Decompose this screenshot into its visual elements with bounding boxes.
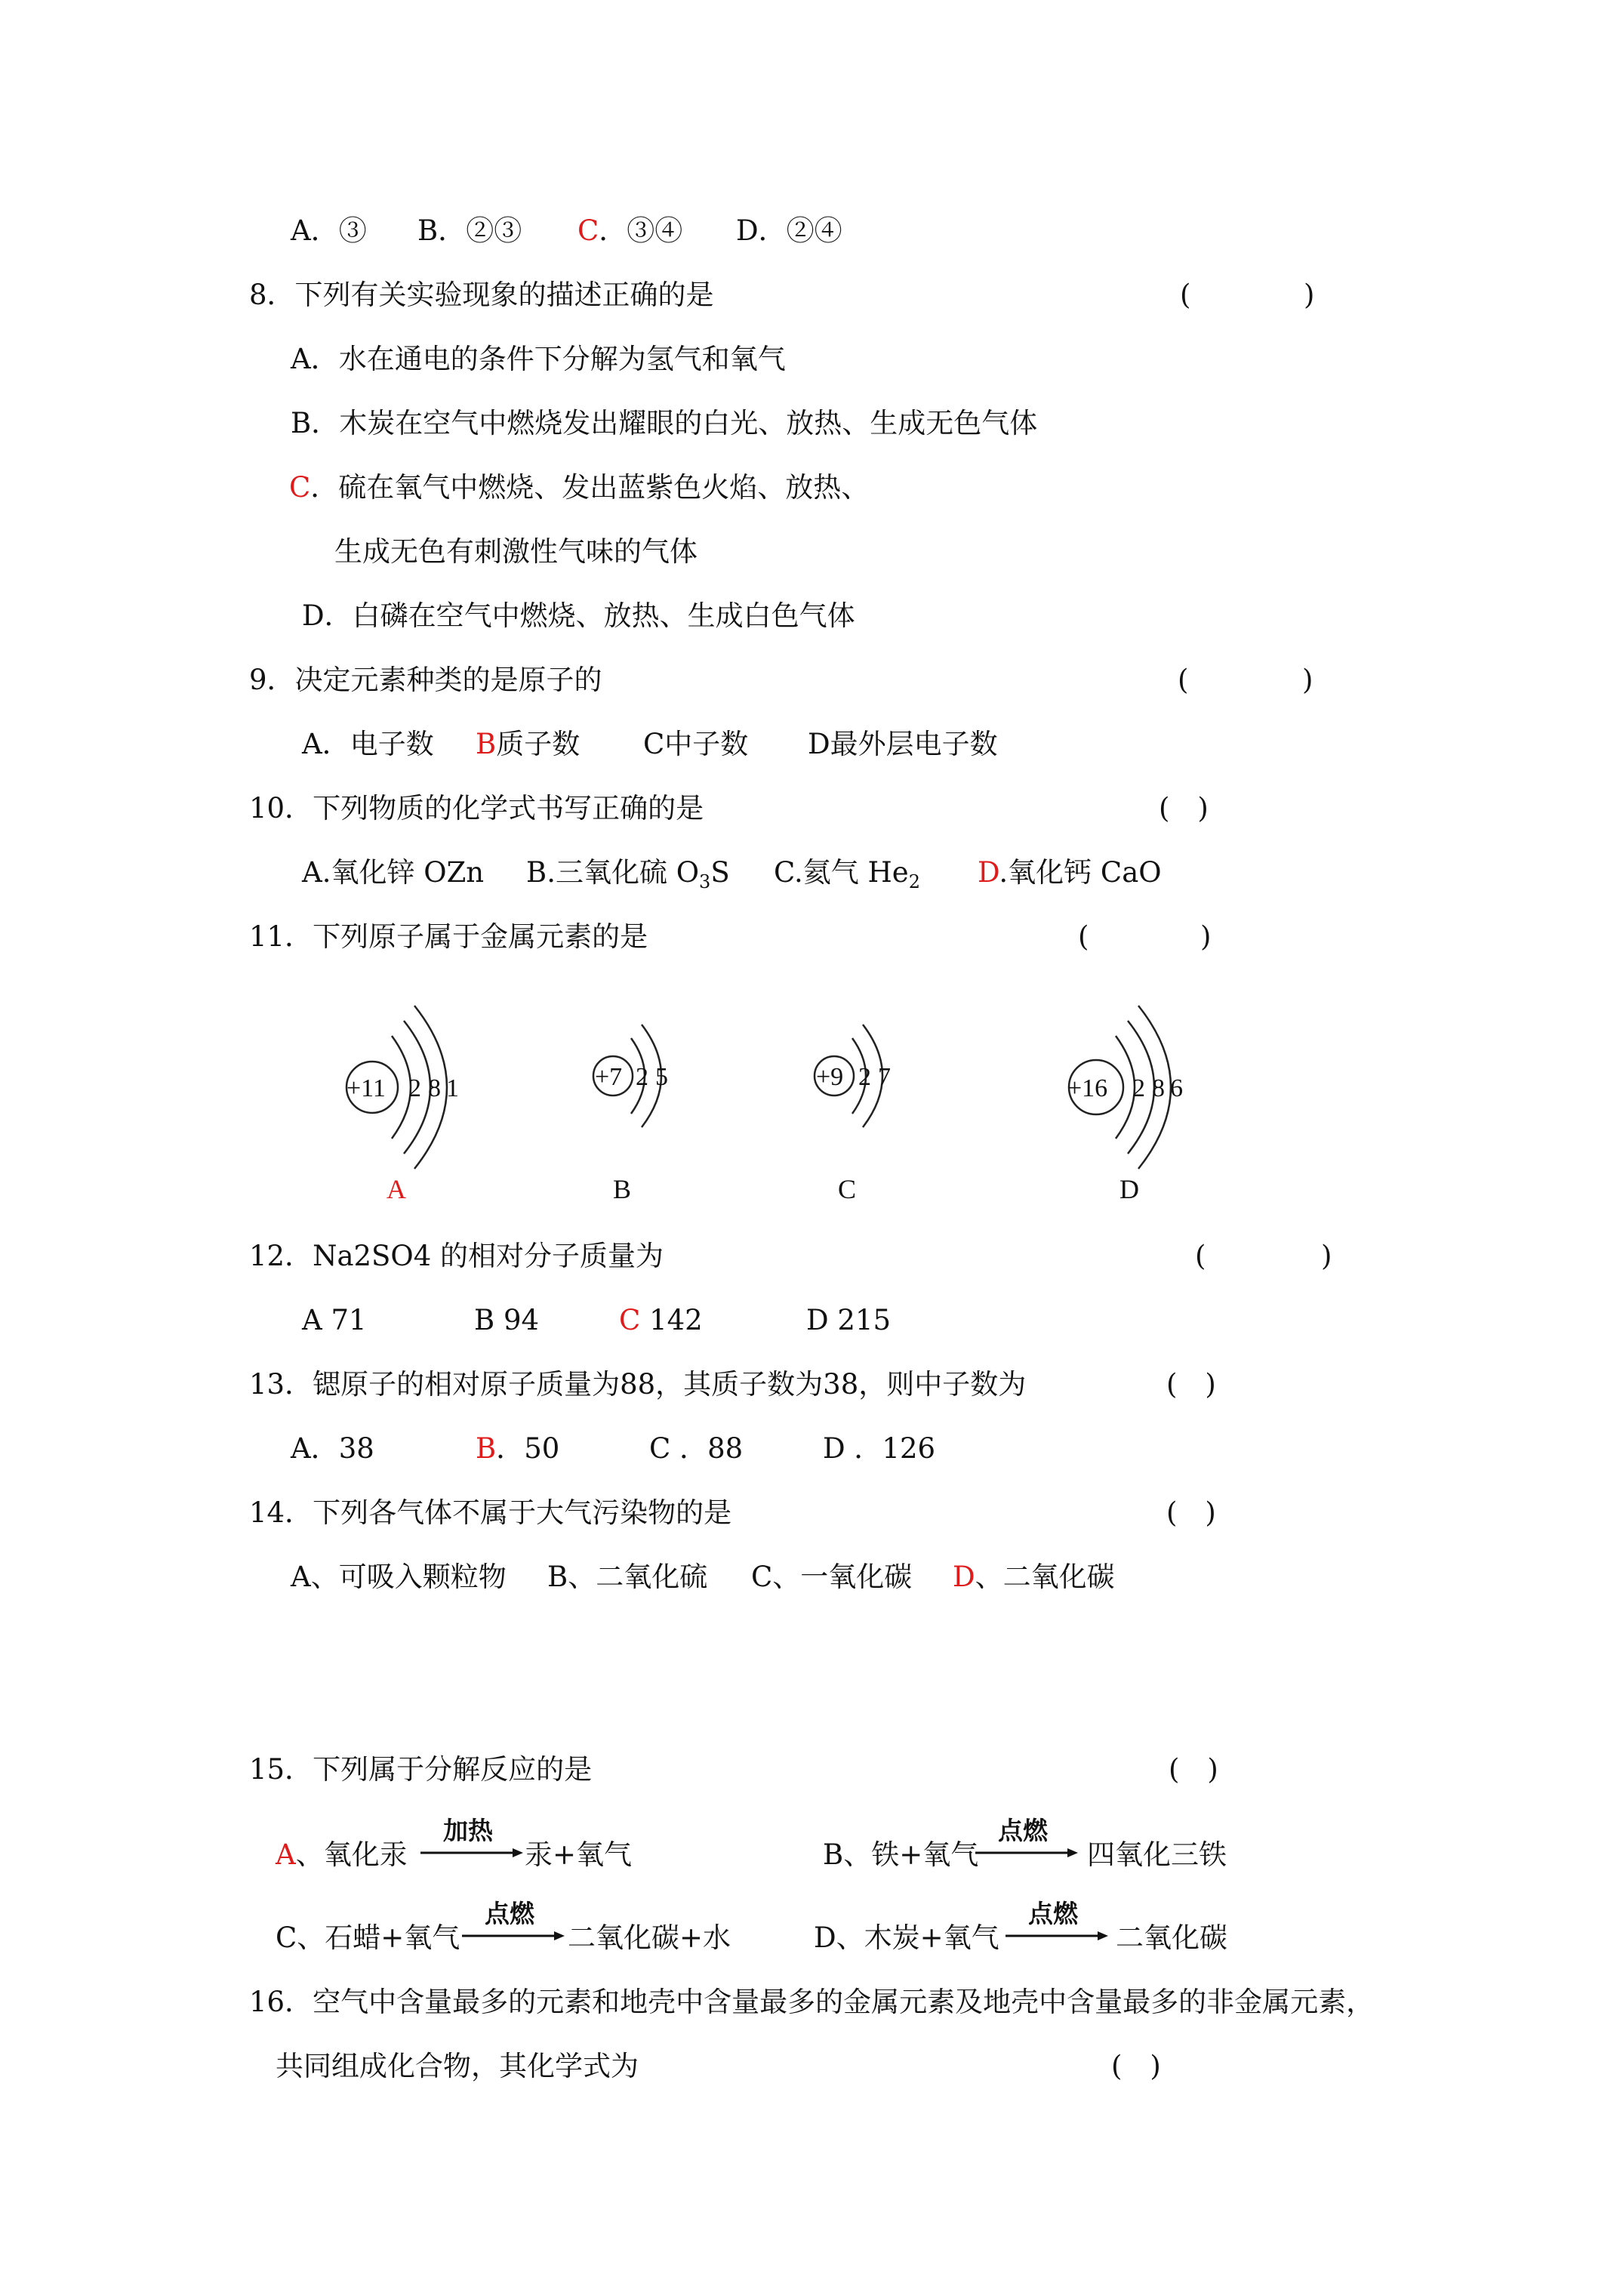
q10-option-c: C.氦气 $He_2$ — [774, 856, 920, 892]
q8-option-b: B．木炭在空气中燃烧发出耀眼的白光、放热、生成无色气体 — [291, 407, 1038, 439]
q9-stem: 9．决定元素种类的是原子的 — [249, 664, 602, 696]
answer-mark: C — [619, 1304, 641, 1336]
atom-diagram-d — [1064, 1012, 1230, 1208]
q8-option-d: D．白磷在空气中燃烧、放热、生成白色气体 — [302, 599, 855, 632]
atom-a-shell-1: 2 — [408, 1074, 421, 1102]
q9-option-c: C中子数 — [643, 728, 749, 760]
q11-stem: 11．下列原子属于金属元素的是 — [249, 920, 648, 953]
q7-option-a: A．③ — [291, 214, 367, 247]
atom-b-nucleus: +7 — [595, 1063, 623, 1091]
q9-option-b: B质子数 — [476, 728, 581, 760]
atom-label-d: D — [1119, 1174, 1139, 1204]
q13-option-a: A．38 — [291, 1432, 374, 1465]
atom-diagram-b — [590, 1015, 711, 1166]
q16-stem: 16．空气中含量最多的元素和地壳中含量最多的金属元素及地壳中含量最多的非金属元素， — [249, 1986, 1375, 2018]
q15-option-d-reactants: D、木炭+氧气 — [814, 1922, 999, 1954]
q11-answer-paren-close: ) — [1200, 920, 1212, 953]
atom-a-nucleus: +11 — [346, 1074, 386, 1102]
q13-option-b: B．50 — [476, 1432, 560, 1465]
q7-option-d: D．②④ — [736, 214, 842, 247]
q16-answer-paren: ( ) — [1111, 2050, 1161, 2082]
q10-option-a: A.氧化锌 OZn — [302, 856, 485, 889]
atom-c-nucleus: +9 — [816, 1063, 844, 1091]
q10-stem: 10．下列物质的化学式书写正确的是 — [249, 792, 704, 824]
atom-d-shell-2: 8 — [1152, 1074, 1165, 1102]
q9-option-d: D最外层电子数 — [808, 728, 998, 760]
q9-option-a: A．电子数 — [302, 728, 434, 760]
atom-d-shell-1: 2 — [1132, 1074, 1145, 1102]
q12-option-a: A 71 — [302, 1304, 367, 1336]
atom-diagram-c — [812, 1015, 932, 1166]
q8-option-a: A．水在通电的条件下分解为氢气和氧气 — [291, 343, 786, 375]
q10-option-d: D.氧化钙 CaO — [978, 856, 1162, 889]
atom-b-shell-1: 2 — [636, 1063, 648, 1091]
atom-label-b: B — [613, 1174, 632, 1204]
atom-c-shell-1: 2 — [858, 1063, 871, 1091]
atom-a-shell-2: 8 — [428, 1074, 441, 1102]
atom-d-shell-3: 6 — [1170, 1074, 1183, 1102]
q10-option-b: B.三氧化硫 $O_3S$ — [526, 856, 730, 892]
answer-mark: D — [953, 1561, 975, 1593]
q15-answer-paren: ( ) — [1169, 1753, 1218, 1786]
atom-a-shell-3: 1 — [446, 1074, 459, 1102]
q8-stem: 8．下列有关实验现象的描述正确的是 — [249, 279, 714, 311]
q14-option-c: C、一氧化碳 — [751, 1561, 913, 1593]
q12-stem: 12．Na2SO4 的相对分子质量为 — [249, 1240, 664, 1272]
q8-option-c-continued: 生成无色有刺激性气味的气体 — [334, 535, 698, 568]
q14-option-b: B、二氧化硫 — [547, 1561, 708, 1593]
q8-answer-paren-open: ( — [1180, 279, 1191, 311]
q15-option-a-products: 汞+氧气 — [525, 1838, 633, 1871]
answer-mark: A — [276, 1838, 296, 1871]
atom-b-shell-2: 5 — [655, 1063, 668, 1091]
q15-option-a-reactants: A、氧化汞 — [276, 1838, 408, 1871]
answer-mark: B — [476, 1432, 497, 1465]
q15-stem: 15．下列属于分解反应的是 — [249, 1753, 593, 1786]
q15-option-d-products: 二氧化碳 — [1116, 1922, 1227, 1954]
q11-answer-paren-open: ( — [1078, 920, 1089, 953]
q13-stem: 13．锶原子的相对原子质量为88，其质子数为38，则中子数为 — [249, 1368, 1027, 1401]
q12-option-b: B 94 — [474, 1304, 540, 1336]
atom-label-a: A — [387, 1174, 406, 1204]
q13-option-d: D ．126 — [823, 1432, 936, 1465]
q15-option-b-products: 四氧化三铁 — [1087, 1838, 1227, 1871]
q12-answer-paren-open: ( — [1195, 1240, 1206, 1272]
answer-mark: D — [978, 856, 999, 889]
q8-answer-paren-close: ) — [1304, 279, 1315, 311]
q7-option-b: B．②③ — [417, 214, 522, 247]
q14-option-a: A、可吸入颗粒物 — [291, 1561, 507, 1593]
q15-option-b-reactants: B、铁+氧气 — [823, 1838, 979, 1871]
q9-answer-paren-close: ) — [1302, 664, 1313, 696]
q7-option-c: C．③④ — [577, 214, 683, 247]
atom-c-shell-2: 7 — [878, 1063, 891, 1091]
q8-option-c: C．硫在氧气中燃烧、发出蓝紫色火焰、放热、 — [289, 471, 870, 504]
q14-answer-paren: ( ) — [1166, 1496, 1216, 1529]
q15-option-c-products: 二氧化碳+水 — [568, 1922, 731, 1954]
atom-d-nucleus: +16 — [1067, 1074, 1108, 1102]
q9-answer-paren-open: ( — [1178, 664, 1189, 696]
q12-answer-paren-close: ) — [1321, 1240, 1332, 1272]
answer-mark: C — [577, 214, 599, 247]
q12-option-c: C 142 — [619, 1304, 703, 1336]
q12-option-d: D 215 — [806, 1304, 892, 1336]
q14-stem: 14．下列各气体不属于大气污染物的是 — [249, 1496, 732, 1529]
q15-option-c-reactants: C、石蜡+氧气 — [276, 1922, 460, 1954]
atom-diagram-a — [343, 1012, 494, 1208]
atom-label-c: C — [838, 1174, 857, 1204]
q13-answer-paren: ( ) — [1166, 1368, 1216, 1401]
answer-mark: C — [289, 471, 311, 504]
q10-answer-paren: ( ) — [1159, 792, 1209, 824]
q16-stem-continued: 共同组成化合物，其化学式为 — [276, 2050, 639, 2082]
q14-option-d: D、二氧化碳 — [953, 1561, 1115, 1593]
answer-mark: B — [476, 728, 497, 760]
q13-option-c: C ．88 — [649, 1432, 744, 1465]
